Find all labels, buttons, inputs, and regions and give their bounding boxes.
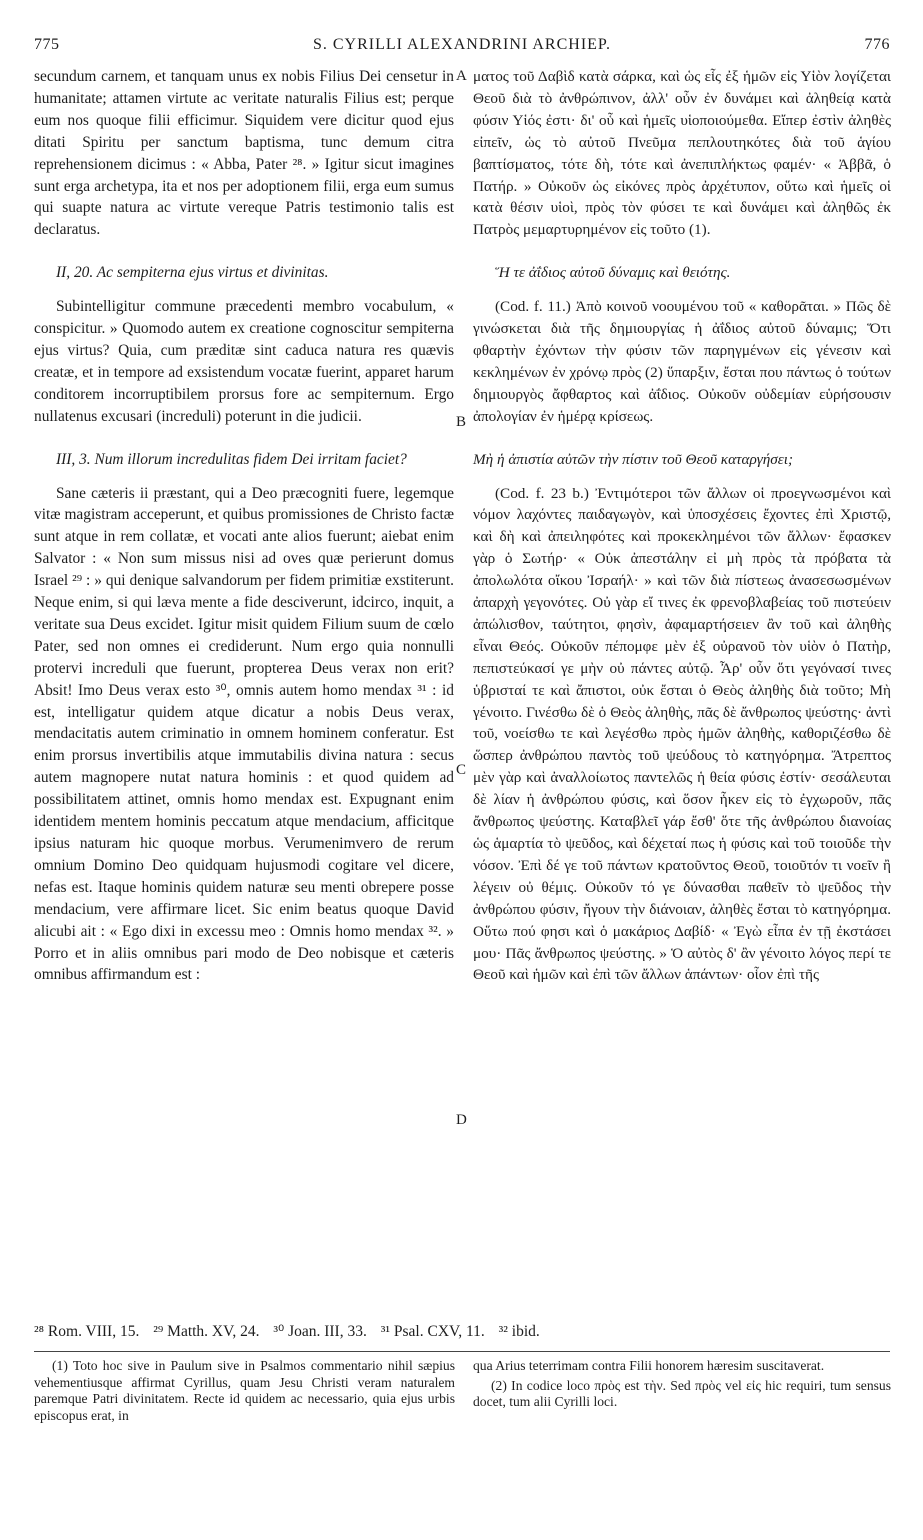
scripture-ref: ²⁹ Matth. XV, 24. — [153, 1323, 260, 1340]
running-title: S. CYRILLI ALEXANDRINI ARCHIEP. — [312, 36, 612, 53]
latin-column — [34, 66, 454, 986]
scripture-references — [34, 1322, 890, 1341]
greek-paragraph-3: (Cod. f. 23 b.) Ἐντιμότεροι τῶν ἄλλων οἱ προεγνωσμένοι καὶ νόμον λαχόντες παιδαγωγὸν, καὶ ὑποσχέσεις ἔχοντες ἐπὶ Χριστῷ, καὶ δὴ καὶ ἀπειληφότες καὶ προκεκλημένοι τῶν ἄλλων· ἔφασκεν γὰρ ὁ Σωτήρ· « Οὐκ ἀπεστάλην εἰ μὴ πρὸς τὰ πρόβατα τὰ ἀπολωλότα οἴκου Ἰσραήλ· » καὶ τῶν διὰ πίστεως ἀνασεσωσμένων ἀπαρχὴ γεγονότες. Οὐ γὰρ εἴ τινες ἐκ φρενοβλαβείας τοῦ πιστεύειν ἀπώλισθον, ταύτητοι, φησὶν, ἀφαμαρτήσειεν ἂν τοῦ καὶ ἀληθὴς εἶναι Θεός. Οὐκοῦν πέπομφε μὲν ἐξ οὐρανοῦ τὸν υἱὸν ὁ Πατὴρ, πεπιστεύκασί γε μὴν οὐ πάντες αὐτῷ. Ἆρ' οὖν ὅτι γεγόνασί τινες ὑβρισταί τε καὶ ἄπιστοι, οὐκ ἔσται ὁ Θεὸς ἀληθὴς διὰ τοῦτο; Μὴ γένοιτο. Γινέσθω δὲ ὁ Θεὸς ἀληθὴς, πᾶς δὲ ἄνθρωπος ψεύστης· ἀντὶ τοῦ, νοείσθω τε καὶ λεγέσθω πρὸς ἡμῶν ἀληθὴς, καθοριζέσθω δὲ ὥσπερ ἀνθρώπου παντὸς τοῦ ψεύδους τὸ κατηγόρημα. Ἄτρεπτος μὲν γὰρ καὶ ἀναλλοίωτος παντελῶς ἡ θεία φύσις ἐστίν· σεσάλευται δὲ λίαν ἡ ἀνθρώπου φύσις, καὶ ὅσον ἧκεν εἰς τὸ ἐγχωροῦν, πᾶς ἄνθρωπος ψεύστης. Καταβλεῖ γάρ ἔσθ' ὅτε τῆς ἀνθρώπου διανοίας ὡς ἁμαρτία τὸ ψεῦδος, καὶ δέχεταί πως ἡ φύσις καὶ τοῦ τοιοῦδε τὴν νόσον. Ἐπὶ δέ γε τοῦ πάντων κρατοῦντος Θεοῦ, τοιοῦτόν τι νοεῖν ἢ λέγειν οὐ θέμις. Οὐκοῦν τό γε δύνασθαι παθεῖν τὸ ψεῦδος τὴν ἀνθρώπου φύσιν, ἤγουν τὴν διάνοιαν, ἀληθὲς ἔσται τὸ κατηγόρημα. Οὕτω πού φησι καὶ ὁ μακάριος Δαβίδ· « Ἐγὼ εἶπα ἐν τῇ ἐκστάσει μου· Πᾶς ἄνθρωπος ψεύστης. » Ὁ αὐτὸς δ' ἂν γένοιτο λόγος περί τε Θεοῦ καὶ ἡμῶν καὶ ἐπὶ τῶν ἄλλων ἁπάντων· οἷον ἐπὶ τῆς — [473, 484, 891, 984]
greek-paragraph-1: ματος τοῦ Δαβὶδ κατὰ σάρκα, καὶ ὡς εἷς ἐξ ἡμῶν εἰς Υἱὸν λογίζεται Θεοῦ διὰ τὸ ἀνθρώπινον, ἀλλ' οὖν ἐν δυνάμει καὶ ἀληθείᾳ κατὰ φύσιν Υἱός ἐστι· δι' οὗ καὶ ἡμεῖς υἱοποιούμεθα. Εἴπερ ἐστὶν ἀληθὲς εἰπεῖν, ὡς τὸ αὐτοῦ Πνεῦμα πεπλουτηκότες διὰ τοῦ ἁγίου βαπτίσματος, τότε δὴ, τότε καὶ ἀνεπιπλήκτως φαμέν· « Ἀββᾶ, ὁ Πατήρ. » Οὐκοῦν ὡς εἰκόνες πρὸς ἀρχέτυπον, οὕτω καὶ ἡμεῖς οἱ κατὰ θέσιν υἱοὶ, πρὸς τὸν φύσει τε καὶ δυνάμει καὶ ἀληθῶς ἐκ Πατρὸς μεμαρτυρημένον εἰς τοῦτο (1). — [473, 68, 891, 239]
latin-heading-3: III, 3. Num illorum incredulitas fidem Dei irritam faciet? — [56, 450, 407, 468]
footnote-2: (2) In codice loco πρὸς est τὴν. Sed πρὸς vel εἰς hic requiri, tum sensus docet, tum alii Cyrilli loci. — [473, 1377, 891, 1410]
footnote-1: (1) Toto hoc sive in Paulum sive in Psalmos commentario nihil sæpius vehementiusque affirmat Cyrillus, quam Jesu Christi veram naturalem paremque Patri divinitatem. Recte id quidem ac necessario, quia ejus urbis episcopus erat, in — [34, 1358, 455, 1423]
scripture-ref: ³⁰ Joan. III, 33. — [273, 1323, 367, 1340]
scripture-ref: ³² ibid. — [498, 1323, 540, 1340]
scripture-ref: ³¹ Psal. CXV, 11. — [380, 1323, 485, 1340]
greek-paragraph-2: (Cod. f. 11.) Ἀπὸ κοινοῦ νοουμένου τοῦ « καθορᾶται. » Πῶς δὲ γινώσκεται διὰ τῆς δημιουργίας ἡ ἀΐδιος αὐτοῦ δύναμις; Ὅτι φθαρτὴν ἐχόντων τὴν φύσιν τῶν παρηγμένων εἰς γένεσιν καὶ κεκλημένων ἐν χρόνῳ πρὸς (2) ὕπαρξιν, ἔσται που πάντως ὁ τούτων δημιουργὸς ἄφθαρτος καὶ ἀΐδιος. Οὐκοῦν οὐδεμίαν εὑρήσουσιν ἀπολογίαν ἐν ἡμέρᾳ κρίσεως. — [473, 298, 891, 425]
footnote-1-continued: qua Arius teterrimam contra Filii honorem hæresim suscitaverat. — [473, 1358, 825, 1373]
latin-paragraph-3: Sane cæteris ii præstant, qui a Deo præcogniti fuere, legemque vitæ magistram acceperunt, et quibus promissiones de Christo factæ sunt atque in rem collatæ, et vocati ante alios fuerunt; aiebat enim Salvator : « Non sum missus nisi ad oves quæ perierunt domus Israel ²⁹ : » qui denique salvandorum per fidem primitiæ exstiterunt. Neque enim, si qui læva mente a fide desciverunt, idcirco, inquit, a veritate sua Deus excidet. Igitur misit quidem Filium suum de cœlo Pater, sed non omnes ei crediderunt. Num ergo quia nonnulli protervi increduli que fuerunt, propterea Deus verax non erit? Absit! Imo Deus verax esto ³⁰, omnis autem homo mendax ³¹ : id est, intelligatur quidem atque dicatur a nobis Deus verax, mendacitatis autem criminatio in omnem hominem conferatur. Est enim prorsus invertibilis atque immutabilis divina natura : secus autem magnopere nutat natura hominis : et quod quidem ad possibilitatem attinet, omnis homo mendax est. Expugnant enim identidem mentem hominis peccatum atque mendacium, afficitque ipsius naturam hic quoque morbus. Verumenimvero de rerum omnium Domino Deo quidquam hujusmodi cogitare vel dicere, nefas est. Itaque hominis quidem naturæ seu menti obrepere posse mendacium, vere affirmare licet. Sic enim beatus quoque David alicubi ait : « Ego dixi in excessu meo : Omnis homo mendax ³². » Porro et in aliis omnibus pari modo de Deo nobisque et cæteris omnibus affirmandum est : — [34, 484, 454, 984]
running-header — [34, 36, 890, 62]
section-marker-d: D — [456, 1112, 467, 1128]
footnote-divider — [34, 1351, 890, 1352]
section-marker-b: B — [456, 414, 467, 430]
section-marker-a: A — [456, 68, 467, 84]
footnotes-right — [473, 1358, 891, 1414]
page-number-left: 775 — [34, 36, 60, 53]
latin-paragraph-2: Subintelligitur commune præcedenti membro vocabulum, « conspicitur. » Quomodo autem ex creatione cognoscitur sempiterna ejus virtus? Quia, cum præditæ sint caduca natura res quævis creatæ, et in tempore ad exsistendum vocatæ fuerint, apparet harum conditorem incorruptibilem prorsus fore ac sempiternum. Ergo nullatenus excusari (increduli) poterunt in die judicii. — [34, 298, 454, 425]
latin-heading-2: II, 20. Ac sempiterna ejus virtus et divinitas. — [56, 264, 329, 282]
latin-paragraph-1: secundum carnem, et tanquam unus ex nobis Filius Dei censetur in humanitate; attamen virtute ac veritate naturalis Filius est; perque eum nos quoque filii efficimur. Siquidem vere dicitur quod ejus ditati Spiritu per sanctum baptisma, tunc demum citra reprehensionem dicimus : « Abba, Pater ²⁸. » Igitur sicut imagines sunt erga archetypa, ita et nos per adoptionem filii, erga eum sumus qui suapte natura ac virtute vereque Patris testimonio talis est declaratus. — [34, 68, 454, 239]
greek-heading-2: Ἥ τε ἀΐδιος αὐτοῦ δύναμις καὶ θειότης. — [495, 264, 731, 282]
section-marker-c: C — [456, 762, 467, 778]
footnotes-left — [34, 1358, 455, 1427]
scripture-ref: ²⁸ Rom. VIII, 15. — [34, 1323, 140, 1340]
greek-column — [473, 66, 891, 986]
page-number-right: 776 — [864, 36, 890, 53]
greek-heading-3: Μὴ ἡ ἀπιστία αὐτῶν τὴν πίστιν τοῦ Θεοῦ καταργήσει; — [473, 450, 794, 468]
